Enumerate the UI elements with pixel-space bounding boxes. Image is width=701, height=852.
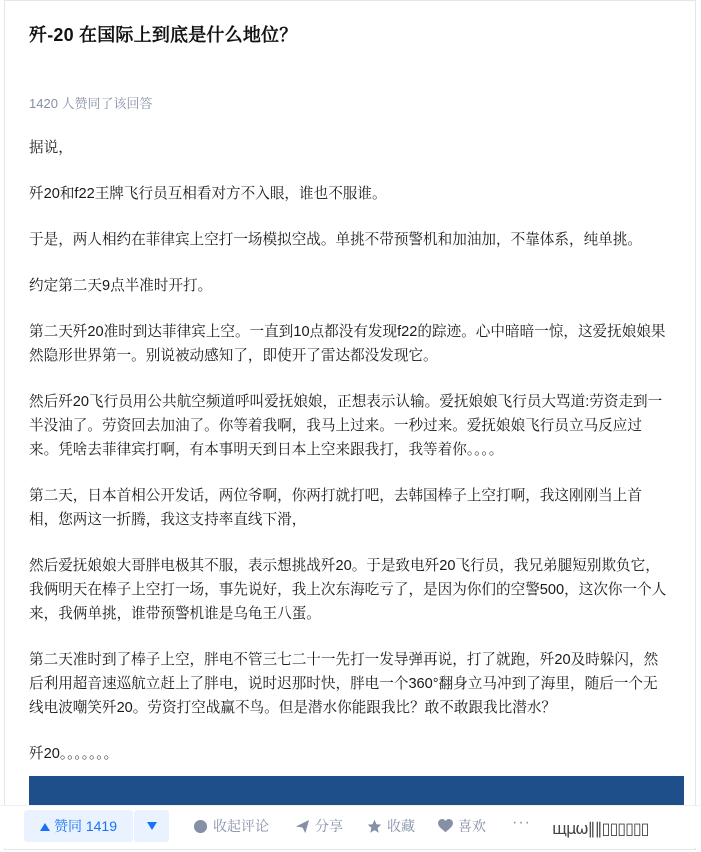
collapse-comments-button[interactable] — [193, 816, 269, 836]
answer-paragraph: 然后爱抚娘娘大哥胖电极其不服，表示想挑战歼20。于是致电歼20飞行员，我兄弟腿短别欺负它，我俩明天在棒子上空打一场，事先说好，我上次东海吃亏了，是因为你们的空警500，这次你一个人来，我俩单挑，谁带预警机谁是乌龟王八蛋。 — [29, 558, 667, 622]
vote-down-button[interactable] — [134, 810, 169, 842]
question-title[interactable]: 歼-20 在国际上到底是什么地位？ — [29, 25, 298, 45]
video-embed[interactable] — [29, 776, 684, 806]
answer-paragraph: 第二天准时到了棒子上空，胖电不管三七二十一先打一发导弹再说，打了就跑，歼20及時躲闪，然后利用超音速巡航立赶上了胖电，说时迟那时快，胖电一个360°翻身立马冲到了海里，随后一个无线电波嘲笑歼20。劳资打空战赢不鸟。但是潜水你能跟我比？敢不敢跟我比潜水？ — [29, 652, 659, 716]
answer-paragraph: 第二天歼20准时到达菲律宾上空。一直到10点都没有发现f22的踪迹。心中暗暗一惊，这爱抚娘娘果然隐形世界第一。别说被动感知了，即使开了雷达都没发现它。 — [29, 324, 666, 364]
caret-up-icon — [40, 818, 50, 834]
share-label: 分享 — [315, 818, 343, 834]
share-icon — [295, 819, 310, 834]
answer-paragraph: 第二天，日本首相公开发话，两位爷啊，你两打就打吧，去韩国棒子上空打啊，我这刚刚当上首相，您两这一折腾，我这支持率直线下滑， — [29, 488, 642, 528]
answer-paragraph: 歼20和f22王牌飞行员互相看对方不入眼，谁也不服谁。 — [29, 186, 387, 202]
vote-summary: 1420 人赞同了该回答 — [29, 96, 153, 111]
collect-button[interactable] — [367, 816, 415, 836]
comments-label: 收起评论 — [213, 818, 269, 834]
share-button[interactable] — [295, 816, 343, 836]
answer-paragraph: 歼20。。。。。。。 — [29, 746, 119, 762]
answer-card — [4, 0, 696, 850]
answer-paragraph: 据说， — [29, 140, 73, 156]
action-bar — [0, 805, 701, 848]
caret-down-icon — [147, 819, 157, 833]
answer-paragraph: 然后歼20飞行员用公共航空频道呼叫爱抚娘娘，正想表示认输。爱抚娘娘飞行员大骂道:劳资走到一半没油了。劳资回去加油了。你等着我啊，我马上过来。一秒过来。爱抚娘娘飞行员立马反应过来。凭啥去菲律宾打啊，有本事明天到日本上空来跟我打，我等着你。。。。 — [29, 394, 663, 458]
comment-icon — [193, 819, 208, 834]
answer-body — [29, 136, 669, 788]
vote-up-label: 赞同 1419 — [53, 818, 118, 834]
more-button[interactable]: ··· — [512, 814, 531, 831]
collect-label: 收藏 — [387, 818, 415, 834]
answer-paragraph: 于是，两人相约在菲律宾上空打一场模拟空战。单挑不带预警机和加油加，不靠体系，纯单挑。 — [29, 232, 642, 248]
vote-up-button[interactable] — [24, 810, 133, 842]
star-icon — [367, 819, 382, 834]
like-button[interactable] — [438, 816, 486, 836]
answer-paragraph: 约定第二天9点半准时开打。 — [29, 278, 213, 294]
like-label: 喜欢 — [458, 818, 486, 834]
watermark: щµω∥∥▯▯▯▯▯▯ — [552, 819, 649, 838]
heart-icon — [438, 819, 453, 833]
